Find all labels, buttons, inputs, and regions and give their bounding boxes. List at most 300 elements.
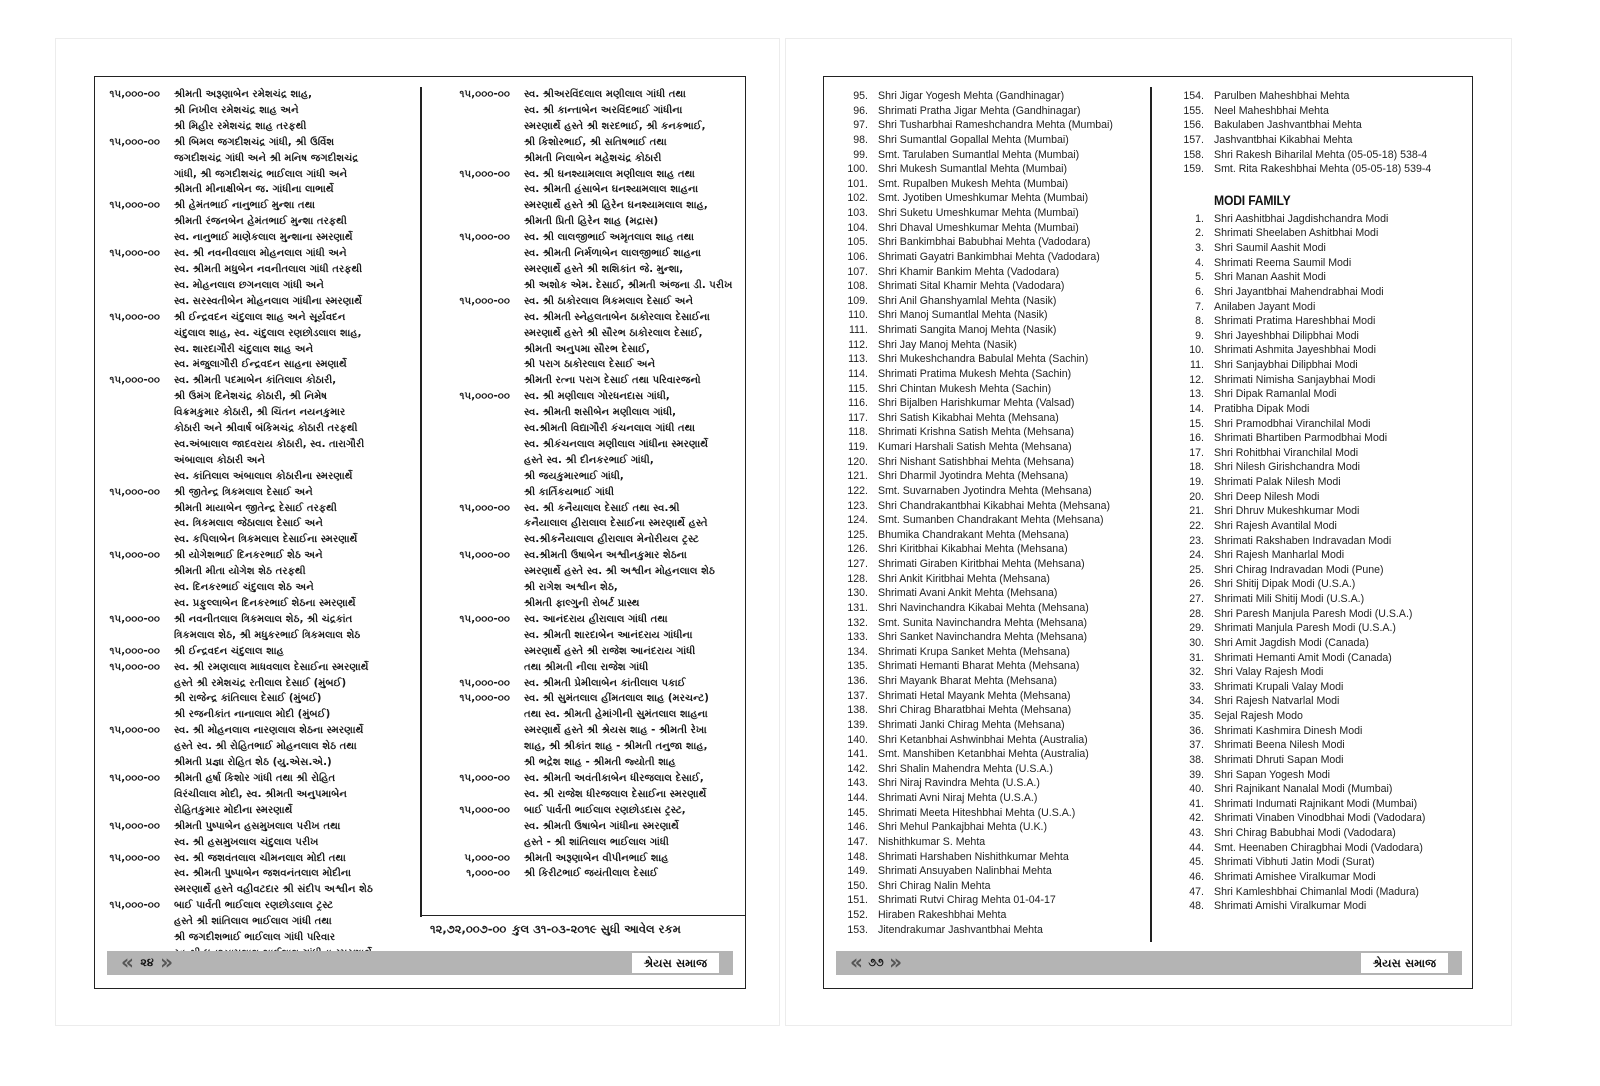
item-number: 14. bbox=[1189, 402, 1204, 415]
donor-line: સ્વ.અંબાલાલ જાદવરાય કોઠારી, સ્વ. તારાગૌરી bbox=[174, 438, 365, 450]
item-number: 104. bbox=[847, 221, 868, 234]
donor-names bbox=[174, 851, 420, 899]
member-list-item bbox=[824, 221, 1149, 236]
donation-amount: ૧૫,૦૦૦-૦૦ bbox=[109, 820, 160, 832]
item-number: 100. bbox=[847, 163, 868, 176]
magazine-name: શ્રેયસ સમાજ bbox=[632, 953, 719, 973]
donor-line: સ્વ. શારદાગૌરી ચંદુલાલ શાહ અને bbox=[174, 343, 314, 355]
member-name: Shri Bankimbhai Babubhai Mehta (Vadodara) bbox=[878, 236, 1091, 249]
item-number: 20. bbox=[1189, 490, 1204, 503]
donor-line: સ્વ. શ્રી મોહનલાલ નારણલાલ શેઠના સ્મરણાર્થે bbox=[174, 725, 364, 737]
donor-line: તથા શ્રીમતી નીલા રાજેશ ગાંધી bbox=[524, 661, 649, 673]
donor-line: શ્રીમતી અરૂણાબેન વીપીનભાઈ શાહ bbox=[524, 852, 669, 864]
item-number: 109. bbox=[847, 294, 868, 307]
donation-amount: ૧૫,૦૦૦-૦૦ bbox=[109, 486, 160, 498]
member-name: Shrimati Hetal Mayank Mehta (Mehsana) bbox=[878, 689, 1071, 702]
donation-entry bbox=[95, 660, 420, 724]
donor-line: શાહ, શ્રી શ્રીકાંત શાહ - શ્રીમતી તનુજા શાહ, bbox=[524, 741, 708, 753]
member-name: Shrimati Amishee Viralkumar Modi bbox=[1214, 870, 1376, 883]
member-list-item bbox=[824, 923, 1149, 938]
donor-line: બાઈ પાર્વતી ભાઈલાલ રણછોડદાસ ટ્રસ્ટ, bbox=[524, 804, 686, 816]
member-list-item bbox=[1152, 519, 1472, 534]
donor-line: સ્વ. શ્રી કનૈયાલાલ દેસાઈ તથા સ્વ.શ્રી bbox=[524, 502, 680, 514]
item-number: 150. bbox=[847, 879, 868, 892]
chevron-left-icon: « bbox=[850, 950, 863, 974]
mehta-list-continued bbox=[1152, 89, 1472, 177]
donor-line: સ્મરણાર્થે હસ્તે શ્રી રાજેશ આનંદરાય ગાંધી bbox=[524, 645, 696, 657]
item-number: 139. bbox=[847, 718, 868, 731]
donor-line: હસ્તે સ્વ. શ્રી રોહિતભાઈ મોહનલાલ શેઠ તથા bbox=[174, 741, 357, 753]
member-name: Parulben Maheshbhai Mehta bbox=[1214, 90, 1350, 102]
member-name: Shrimati Vibhuti Jatin Modi (Surat) bbox=[1214, 856, 1375, 869]
member-name: Shrimati Palak Nilesh Modi bbox=[1214, 476, 1341, 488]
donation-entry bbox=[95, 771, 420, 819]
member-name: Shri Chintan Mukesh Mehta (Sachin) bbox=[878, 382, 1052, 395]
member-name: Smt. Jyotiben Umeshkumar Mehta (Mumbai) bbox=[878, 192, 1089, 205]
donor-names bbox=[174, 373, 420, 484]
item-number: 23. bbox=[1189, 534, 1204, 547]
chevron-left-icon: « bbox=[121, 950, 134, 974]
member-name: Shri Mayank Bharat Mehta (Mehsana) bbox=[878, 675, 1057, 687]
member-list-item bbox=[1152, 665, 1472, 680]
member-name: Shrimati Ansuyaben Nalinbhai Mehta bbox=[878, 865, 1052, 878]
donor-line: હસ્તે શ્રી રમેશચંદ્ર રતીલાલ દેસાઈ (મુંબઈ) bbox=[174, 677, 347, 689]
item-number: 30. bbox=[1189, 636, 1204, 649]
item-number: 41. bbox=[1189, 797, 1204, 810]
member-name: Shri Sanjaybhai Dilipbhai Modi bbox=[1214, 359, 1358, 371]
item-number: 18. bbox=[1189, 461, 1204, 474]
member-list-item bbox=[824, 265, 1149, 280]
item-number: 119. bbox=[848, 441, 868, 453]
item-number: 121. bbox=[847, 470, 868, 483]
donor-names bbox=[524, 676, 744, 692]
member-list-item bbox=[824, 572, 1149, 587]
member-name: Shri Dharmil Jyotindra Mehta (Mehsana) bbox=[878, 470, 1069, 483]
item-number: 10. bbox=[1189, 344, 1204, 357]
donor-line: જગદીશચંદ્ર ગાંધી અને શ્રી મનિષ જગદીશચંદ્ર bbox=[174, 152, 359, 164]
member-name: Shrimati Ashmita Jayeshbhai Modi bbox=[1214, 344, 1376, 357]
donation-amount: ૧૫,૦૦૦-૦૦ bbox=[109, 725, 160, 737]
donor-line: સ્વ. મંજુલાગૌરી ઈન્દ્રવદન સાહના સ્મણાર્થે bbox=[174, 359, 347, 371]
member-list-item bbox=[824, 308, 1149, 323]
member-name: Sejal Rajesh Modo bbox=[1214, 710, 1303, 722]
donor-names bbox=[524, 803, 744, 851]
member-name: Shri Manan Aashit Modi bbox=[1214, 271, 1326, 284]
item-number: 45. bbox=[1189, 856, 1204, 869]
member-list-item bbox=[824, 601, 1149, 616]
member-list-item bbox=[1152, 89, 1472, 104]
member-list-item bbox=[824, 235, 1149, 250]
member-name: Shri Anil Ghanshyamlal Mehta (Nasik) bbox=[878, 294, 1057, 307]
item-number: 31. bbox=[1189, 651, 1204, 664]
donor-names bbox=[524, 548, 744, 612]
member-list-item bbox=[824, 835, 1149, 850]
item-number: 112. bbox=[848, 338, 868, 351]
donor-names bbox=[174, 135, 420, 199]
member-name: Shrimati Hemanti Bharat Mehta (Mehsana) bbox=[878, 660, 1080, 673]
item-number: 157. bbox=[1183, 133, 1204, 146]
item-number: 26. bbox=[1189, 578, 1204, 591]
member-name: Shrimati Janki Chirag Mehta (Mehsana) bbox=[878, 718, 1065, 731]
member-list-item bbox=[824, 616, 1149, 631]
donation-entry bbox=[422, 230, 744, 294]
page-number: ૨૪ bbox=[140, 956, 154, 969]
donor-line: શ્રી પરાગ ઠાકોરલાલ દેસાઈ અને bbox=[524, 359, 656, 371]
member-list-item bbox=[1152, 270, 1472, 285]
member-name: Shrimati Pratima Mukesh Mehta (Sachin) bbox=[878, 367, 1072, 380]
donor-line: શ્રી રજનીકાંત નાનાલાલ મોદી (મુંબઈ) bbox=[174, 709, 331, 721]
member-name: Shri Dhruv Mukeshkumar Modi bbox=[1214, 505, 1360, 518]
member-list-item bbox=[824, 893, 1149, 908]
member-list-item bbox=[1152, 738, 1472, 753]
donation-entry bbox=[95, 87, 420, 135]
member-name: Shri Chirag Nalin Mehta bbox=[878, 879, 991, 892]
item-number: 4. bbox=[1195, 256, 1204, 269]
donor-line: વિક્રમકુમાર કોઠારી, શ્રી ચિંતન નયનકુમાર bbox=[174, 407, 346, 419]
donor-line: સ્વ. શ્રી હસમુખલાલ ચંદુલાલ પરીખ bbox=[174, 836, 319, 848]
item-number: 106. bbox=[847, 250, 868, 263]
donation-entry bbox=[422, 676, 744, 692]
member-list-item bbox=[824, 879, 1149, 894]
member-list-item bbox=[1152, 148, 1472, 163]
donor-line: શ્રીમતી અરૂણાબેન રમેશચંદ્ર શાહ, bbox=[174, 89, 312, 100]
item-number: 38. bbox=[1189, 753, 1204, 766]
member-name: Nishithkumar S. Mehta bbox=[878, 835, 986, 848]
member-name: Shrimati Indumati Rajnikant Modi (Mumbai) bbox=[1214, 797, 1418, 810]
donor-line: શ્રીમતી રત્ના પરાગ દેસાઈ તથા પરિવારજનો bbox=[524, 375, 701, 387]
member-name: Shri Dhaval Umeshkumar Mehta (Mumbai) bbox=[878, 221, 1079, 234]
item-number: 22. bbox=[1189, 519, 1204, 532]
member-list-item bbox=[824, 148, 1149, 163]
item-number: 105. bbox=[847, 236, 868, 249]
item-number: 21. bbox=[1189, 505, 1204, 518]
item-number: 29. bbox=[1189, 622, 1204, 635]
member-list-item bbox=[1152, 768, 1472, 783]
item-number: 33. bbox=[1189, 680, 1204, 693]
donor-line: સ્વ. કાંતિલાલ અંબાલાલ કોઠારીના સ્મરણાર્થે bbox=[174, 470, 353, 482]
donor-line: શ્રીમતી અનુપમા સૌરભ દેસાઈ, bbox=[524, 343, 650, 355]
donor-line: શ્રી ભદ્રેશ શાહ - શ્રીમતી જ્યોતી શાહ bbox=[524, 757, 676, 769]
member-list-item bbox=[1152, 504, 1472, 519]
member-list-item bbox=[1152, 285, 1472, 300]
item-number: 151. bbox=[847, 894, 868, 907]
donor-line: સ્વ. શ્રી નવનીવલાલ મોહનલાલ ગાંધી અને bbox=[174, 248, 347, 260]
donation-entry bbox=[95, 548, 420, 612]
donation-amount: ૧૫,૦૦૦-૦૦ bbox=[459, 89, 510, 100]
item-number: 131. bbox=[847, 601, 868, 614]
member-list-item bbox=[1152, 133, 1472, 148]
donation-entry bbox=[422, 691, 744, 771]
member-name: Shri Ketanbhai Ashwinbhai Mehta (Australia) bbox=[878, 733, 1088, 746]
member-name: Shrimati Krupali Valay Modi bbox=[1214, 680, 1344, 693]
member-name: Shrimati Sheelaben Ashitbhai Modi bbox=[1214, 227, 1379, 240]
member-list-item bbox=[1152, 724, 1472, 739]
item-number: 115. bbox=[848, 382, 868, 395]
donation-amount: ૧૫,૦૦૦-૦૦ bbox=[459, 677, 510, 689]
item-number: 32. bbox=[1189, 666, 1204, 679]
donor-line: સ્વ. શ્રીમતી પુષ્પાબેન જશવનંતલાલ મોદીના bbox=[174, 868, 351, 880]
member-list-item bbox=[1152, 636, 1472, 651]
donor-line: રોહિતકુમાર મોદીના સ્મરણાર્થે bbox=[174, 804, 293, 816]
member-name: Shri Bijalben Harishkumar Mehta (Valsad) bbox=[878, 397, 1075, 410]
total-amount: ૧૨,૭૨,૦૦૭-૦૦ bbox=[430, 922, 507, 936]
section-title-modi-family: MODI FAMILY bbox=[1214, 192, 1291, 208]
member-name: Shri Rohitbhai Viranchilal Modi bbox=[1214, 446, 1359, 459]
member-list-item bbox=[1152, 826, 1472, 841]
donor-line: શ્રી યોગેશભાઈ દિનકરભાઈ શેઠ અને bbox=[174, 550, 323, 562]
donor-line: સ્વ. મોહનલાલ છગનલાલ ગાંધી અને bbox=[174, 279, 325, 291]
chevron-right-icon: » bbox=[160, 950, 173, 974]
donor-line: શ્રી કાર્તિકયભાઈ ગાંધી bbox=[524, 486, 615, 498]
donor-names bbox=[174, 819, 420, 851]
member-name: Shrimati Manjula Paresh Modi (U.S.A.) bbox=[1214, 622, 1396, 635]
donor-names bbox=[174, 87, 420, 135]
donation-amount: ૧૫,૦૦૦-૦૦ bbox=[109, 661, 160, 673]
donor-line: હસ્તે શ્રી શાંતિલાલ ભાઈલાલ ગાંધી તથા bbox=[174, 916, 332, 928]
member-list-item bbox=[1152, 162, 1472, 177]
donor-line: સ્વ.શ્રીકનૈયાલાલ હીરાલાલ મેનોરીયલ ટ્રસ્ટ bbox=[524, 534, 699, 546]
donation-entry bbox=[422, 803, 744, 851]
item-number: 16. bbox=[1189, 432, 1204, 445]
donor-line: સ્વ. શ્રી કાન્તાબેન અરવિંદભાઈ ગાંધીના bbox=[524, 104, 683, 116]
member-list-item bbox=[1152, 621, 1472, 636]
member-list-item bbox=[824, 864, 1149, 879]
member-name: Smt. Sunita Navinchandra Mehta (Mehsana) bbox=[878, 616, 1088, 629]
donation-amount: ૧૫,૦૦૦-૦૦ bbox=[459, 772, 510, 784]
donor-line: સ્વ. શ્રીમતી હંસાબેન ઘનશ્યામલાલ શાહના bbox=[524, 184, 699, 196]
member-name: Shri Manoj Sumantlal Mehta (Nasik) bbox=[878, 309, 1048, 322]
member-list-item bbox=[1152, 651, 1472, 666]
item-number: 133. bbox=[847, 631, 868, 644]
item-number: 118. bbox=[848, 426, 868, 439]
member-name: Shri Sumantlal Gopallal Mehta (Mumbai) bbox=[878, 133, 1069, 146]
donor-line: સ્વ. શ્રીમતી સ્નેહલતાબેન ઠાકોરલાલ દેસાઈના bbox=[524, 311, 710, 323]
member-name: Shri Chirag Indravadan Modi (Pune) bbox=[1214, 563, 1384, 576]
member-name: Shri Ankit Kiritbhai Mehta (Mehsana) bbox=[878, 572, 1050, 585]
member-name: Shri Kamleshbhai Chimanlal Modi (Madura) bbox=[1214, 885, 1419, 898]
donor-line: સ્વ. શ્રીમતી પદમાબેન કાંતિલાલ કોઠારી, bbox=[174, 375, 337, 387]
donor-line: સ્વ. આનંદરાય હીરાલાલ ગાંધી તથા bbox=[524, 613, 668, 625]
member-list-item bbox=[824, 162, 1149, 177]
donor-line: શ્રી હેમંતભાઈ નાનુભાઈ મુન્શા તથા bbox=[174, 200, 315, 212]
donor-names bbox=[174, 723, 420, 771]
item-number: 97. bbox=[853, 119, 868, 132]
member-name: Jashvantbhai Kikabhai Mehta bbox=[1214, 133, 1353, 146]
member-list-item bbox=[824, 177, 1149, 192]
member-name: Shri Rajesh Natvarlal Modi bbox=[1214, 695, 1340, 708]
chevron-right-icon: » bbox=[889, 950, 902, 974]
member-name: Shri Deep Nilesh Modi bbox=[1214, 490, 1320, 503]
item-number: 148. bbox=[847, 850, 868, 863]
item-number: 5. bbox=[1195, 271, 1204, 284]
donor-line: સ્વ. શ્રી લાલજીભાઈ અમૃતલાલ શાહ તથા bbox=[524, 232, 694, 244]
donation-amount: ૧૫,૦૦૦-૦૦ bbox=[109, 550, 160, 562]
member-list-item bbox=[824, 367, 1149, 382]
member-name: Shrimati Rutvi Chirag Mehta 01-04-17 bbox=[878, 894, 1056, 907]
member-name: Shrimati Amishi Viralkumar Modi bbox=[1214, 900, 1367, 913]
donor-line: સ્વ. શ્રીમતી પ્રેમીલાબેન કાંતીલાલ પકાઈ bbox=[524, 677, 686, 689]
donor-names bbox=[174, 548, 420, 612]
item-number: 43. bbox=[1189, 827, 1204, 839]
member-list-item bbox=[1152, 694, 1472, 709]
donation-amount: ૧૫,૦૦૦-૦૦ bbox=[459, 232, 510, 244]
donor-line: સ્વ. પ્રફુલ્લાબેન દિનકરભાઈ શેઠના સ્મરણાર્થે bbox=[174, 598, 356, 609]
member-name: Bhumika Chandrakant Mehta (Mehsana) bbox=[878, 528, 1069, 541]
donor-line: સ્વ. શ્રીકંચનલાલ મણીલાલ ગાંધીના સ્મરણાર્થે bbox=[524, 438, 709, 450]
member-name: Shri Chirag Babubhai Modi (Vadodara) bbox=[1214, 827, 1396, 839]
member-name: Shri Chandrakantbhai Kikabhai Mehta (Mehsana) bbox=[878, 499, 1111, 512]
member-name: Shrimati Krupa Sanket Mehta (Mehsana) bbox=[878, 645, 1070, 658]
member-name: Shri Mukesh Sumantlal Mehta (Mumbai) bbox=[878, 163, 1067, 176]
item-number: 37. bbox=[1189, 739, 1204, 752]
member-name: Anilaben Jayant Modi bbox=[1214, 300, 1316, 313]
donor-line: સ્મરણાર્થે હસ્તે શ્રી શરદભાઈ, શ્રી કનકભાઈ, bbox=[524, 120, 706, 132]
donation-amount: ૧૫,૦૦૦-૦૦ bbox=[109, 311, 160, 323]
donation-amount: ૧૫,૦૦૦-૦૦ bbox=[459, 613, 510, 625]
member-list-item bbox=[824, 279, 1149, 294]
member-list-item bbox=[1152, 431, 1472, 446]
member-list-item bbox=[1152, 358, 1472, 373]
member-list-item bbox=[824, 689, 1149, 704]
donation-entry bbox=[95, 819, 420, 851]
item-number: 142. bbox=[847, 762, 868, 775]
donor-line: શ્રીમતી રંજનબેન હેમંતભાઈ મુન્શા તરફથી bbox=[174, 216, 347, 228]
donor-line: સ્વ.શ્રીમતી વિદ્યાગૌરી કંચનલાલ ગાંધી તથા bbox=[524, 423, 695, 435]
member-name: Shri Paresh Manjula Paresh Modi (U.S.A.) bbox=[1214, 607, 1413, 620]
item-number: 123. bbox=[847, 499, 868, 512]
item-number: 154. bbox=[1183, 90, 1204, 102]
member-name: Shri Rajesh Manharlal Modi bbox=[1214, 549, 1345, 562]
item-number: 152. bbox=[847, 909, 868, 921]
member-name: Shri Suketu Umeshkumar Mehta (Mumbai) bbox=[878, 207, 1079, 219]
donor-line: સ્વ. શ્રીઅરવિંદલાલ મણીલાલ ગાંધી તથા bbox=[524, 89, 686, 100]
donor-line: સ્વ.શ્રીમતી ઉષાબેન અશ્વીનકુમાર શેઠના bbox=[524, 550, 687, 562]
donation-entry bbox=[95, 198, 420, 246]
member-name: Shri Valay Rajesh Modi bbox=[1214, 666, 1324, 679]
member-list-item bbox=[824, 645, 1149, 660]
donor-line: શ્રી નિખીલ રમેશચંદ્ર શાહ અને bbox=[174, 104, 299, 116]
donor-line: શ્રી ઈન્દ્રવદન ચંદુલાલ શાહ bbox=[174, 645, 284, 657]
member-list-item bbox=[824, 659, 1149, 674]
member-list-item bbox=[824, 791, 1149, 806]
member-list-item bbox=[1152, 811, 1472, 826]
member-name: Shri Sanket Navinchandra Mehta (Mehsana) bbox=[878, 631, 1088, 644]
item-number: 107. bbox=[847, 265, 868, 278]
donor-line: શ્રી નવનીતલાલ ત્રિકમલાલ શેઠ, શ્રી ચંદ્રકાંત bbox=[174, 613, 353, 625]
member-name: Shri Pramodbhai Viranchilal Modi bbox=[1214, 417, 1371, 430]
donor-line: શ્રી કિરીટભાઈ જયંતીલાલ દેસાઈ bbox=[524, 868, 658, 880]
donation-entry bbox=[422, 771, 744, 803]
member-list-item bbox=[824, 718, 1149, 733]
member-list-item bbox=[824, 425, 1149, 440]
member-list-item bbox=[824, 484, 1149, 499]
item-number: 117. bbox=[848, 411, 868, 424]
member-list-item bbox=[824, 89, 1149, 104]
page-footer bbox=[836, 951, 1462, 975]
member-list-item bbox=[1152, 256, 1472, 271]
magazine-name: શ્રેયસ સમાજ bbox=[1361, 953, 1448, 973]
donation-entry bbox=[422, 851, 744, 867]
member-name: Shri Shitij Dipak Modi (U.S.A.) bbox=[1214, 578, 1356, 591]
donation-amount: ૧૫,૦૦૦-૦૦ bbox=[459, 295, 510, 307]
member-name: Shri Jayantbhai Mahendrabhai Modi bbox=[1214, 285, 1384, 298]
donor-line: શ્રીમતી પ્રિતી હિરેન શાહ (મદ્રાસ) bbox=[524, 216, 659, 228]
item-number: 28. bbox=[1189, 607, 1204, 620]
item-number: 138. bbox=[847, 704, 868, 717]
page-number: ૭૭ bbox=[868, 956, 884, 969]
donor-line: શ્રી ઉમંગ દિનેશચંદ્ર કોઠારી, શ્રી નિમેષ bbox=[174, 391, 328, 403]
item-number: 95. bbox=[853, 90, 868, 102]
item-number: 25. bbox=[1189, 563, 1204, 576]
item-number: 156. bbox=[1183, 119, 1204, 132]
member-name: Shri Chirag Bharatbhai Mehta (Mehsana) bbox=[878, 704, 1072, 717]
member-name: Shrimati Giraben Kiritbhai Mehta (Mehsana) bbox=[878, 558, 1085, 570]
member-list-item bbox=[824, 703, 1149, 718]
item-number: 111. bbox=[848, 324, 868, 336]
donor-line: શ્રીમતી ફાલ્ગુની રોબર્ટ પ્રાસ્થ bbox=[524, 598, 640, 609]
member-name: Shri Shalin Mahendra Mehta (U.S.A.) bbox=[878, 762, 1053, 775]
item-number: 124. bbox=[847, 514, 868, 527]
donor-names bbox=[174, 771, 420, 819]
donor-line: સ્વ. ત્રિકમલાલ જેઠાલાલ દેસાઈ અને bbox=[174, 518, 323, 530]
member-name: Shrimati Beena Nilesh Modi bbox=[1214, 739, 1345, 752]
item-number: 103. bbox=[847, 207, 868, 219]
donor-line: સ્વ. શ્રીમતી ઉષાબેન ગાંધીના સ્મરણાર્થે bbox=[524, 820, 679, 832]
modi-family-list bbox=[1152, 212, 1472, 914]
item-number: 144. bbox=[847, 792, 868, 804]
member-list-item bbox=[824, 469, 1149, 484]
donation-entry bbox=[95, 644, 420, 660]
donation-amount: ૧૫,૦૦૦-૦૦ bbox=[459, 168, 510, 180]
item-number: 101. bbox=[847, 177, 868, 190]
donation-column-2 bbox=[422, 87, 744, 882]
donation-entry bbox=[95, 485, 420, 549]
donor-line: શ્રી રાગેશ અશ્વીન શેઠ, bbox=[524, 582, 618, 594]
member-name: Neel Maheshbhai Mehta bbox=[1214, 104, 1329, 117]
donor-line: વિરંચીલાલ મોદી, સ્વ. શ્રીમતી અનુપમાબેન bbox=[174, 788, 348, 800]
member-list-item bbox=[1152, 680, 1472, 695]
member-list-item bbox=[1152, 314, 1472, 329]
member-name: Smt. Tarulaben Sumantlal Mehta (Mumbai) bbox=[878, 148, 1080, 161]
member-list-item bbox=[1152, 329, 1472, 344]
donor-line: ત્રિકમલાલ શેઠ, શ્રી મધુકરભાઈ ત્રિકમલાલ શેઠ bbox=[174, 629, 361, 641]
donor-names bbox=[174, 612, 420, 644]
donor-line: સ્વ. દિનકરભાઈ ચંદુલાલ શેઠ અને bbox=[174, 582, 314, 594]
item-number: 48. bbox=[1189, 900, 1204, 913]
member-list-item bbox=[1152, 212, 1472, 227]
donor-line: ગાંધી, શ્રી જગદીશચંદ્ર ભાઈલાલ ગાંધી અને bbox=[174, 168, 348, 180]
item-number: 140. bbox=[847, 733, 868, 746]
member-list-item bbox=[1152, 300, 1472, 315]
item-number: 155. bbox=[1183, 104, 1204, 117]
donor-line: સ્વ. શ્રીમતી નિર્મળાબેન લાલજીભાઈ શાહના bbox=[524, 248, 701, 260]
member-list-item bbox=[824, 586, 1149, 601]
member-list-item bbox=[1152, 563, 1472, 578]
member-list-item bbox=[824, 762, 1149, 777]
donor-names bbox=[174, 485, 420, 549]
member-list-item bbox=[824, 118, 1149, 133]
member-name: Pratibha Dipak Modi bbox=[1214, 402, 1310, 415]
donor-line: સ્વ. શ્રી જશવંતલાલ ચીમનલાલ મોદી તથા bbox=[174, 852, 346, 864]
left-page bbox=[55, 38, 780, 1026]
donor-line: શ્રી બિમલ જગદીશચંદ્ર ગાંધી, શ્રી ઉર્વિશ bbox=[174, 136, 335, 148]
donation-entry bbox=[422, 501, 744, 549]
member-list-item bbox=[824, 850, 1149, 865]
member-name: Shrimati Gayatri Bankimbhai Mehta (Vadodara) bbox=[878, 250, 1100, 263]
member-name: Shri Tusharbhai Rameshchandra Mehta (Mumbai) bbox=[878, 119, 1113, 132]
donor-line: શ્રી ઈન્દ્રવદન ચંદુલાલ શાહ અને સૂર્યવદન bbox=[174, 311, 346, 323]
donor-line: સ્વ. શ્રી મણીલાલ ગોરધનદાસ ગાંધી, bbox=[524, 391, 670, 403]
